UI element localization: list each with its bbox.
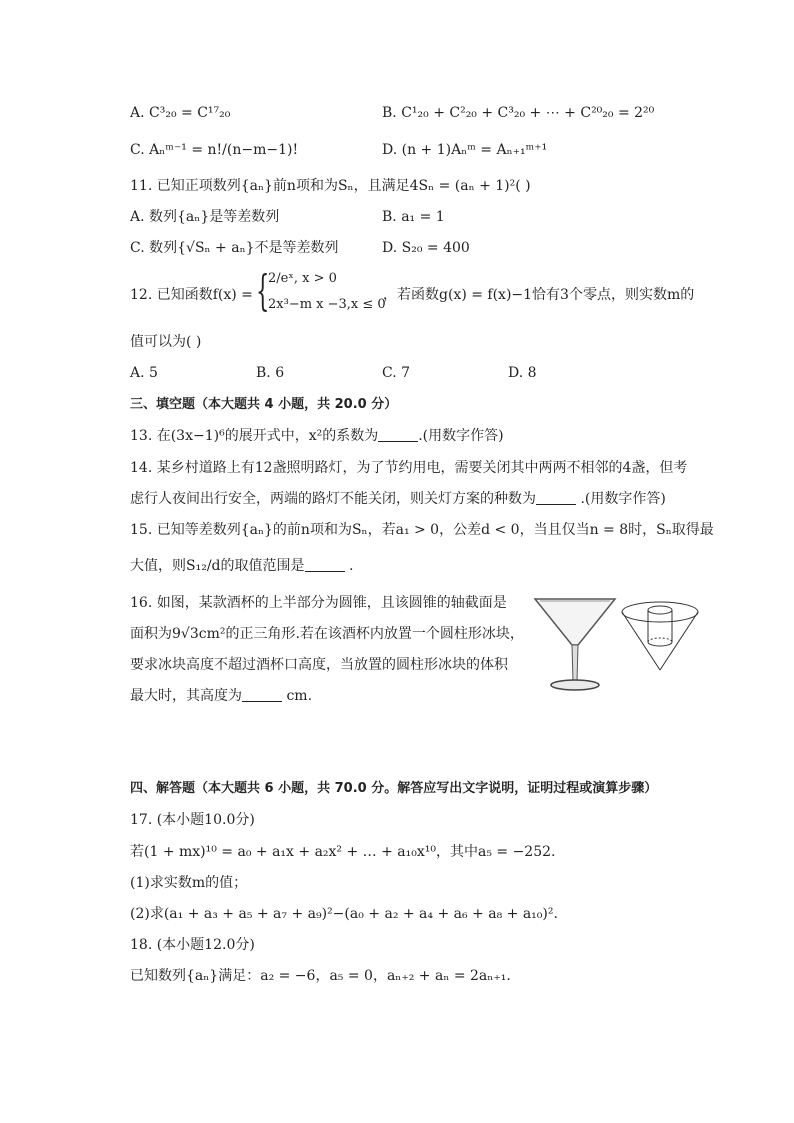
q16-text-1: 最大时，其高度为: [130, 688, 242, 704]
q12-stem-suffix: ，若函数g(x) = f(x)−1恰有3个零点，则实数m的: [383, 287, 695, 303]
q12-option-a: A. 5: [130, 365, 158, 381]
q10-option-d: D. (n + 1)Aₙᵐ = Aₙ₊₁ᵐ⁺¹: [382, 142, 548, 158]
q12-piece-1: 2/eˣ, x > 0: [268, 271, 337, 286]
q10-option-c: C. Aₙᵐ⁻¹ = n!/(n−m−1)!: [130, 142, 299, 158]
cone-cylinder-diagram: [620, 600, 700, 672]
q12-option-d: D. 8: [508, 365, 537, 381]
q12-option-c: C. 7: [382, 365, 411, 381]
q11-option-c: C. 数列{√Sₙ + aₙ}不是等差数列: [130, 240, 339, 256]
q10-option-a: A. C³₂₀ = C¹⁷₂₀: [130, 105, 231, 121]
q13-text-2: .(用数字作答): [418, 428, 504, 444]
q13: [130, 426, 504, 446]
q12-stem-prefix: 12. 已知函数f(x) =: [130, 287, 253, 303]
q13-text-1: 13. 在(3x−1)⁶的展开式中，x²的系数为: [130, 428, 379, 444]
q18-line-1: 已知数列{aₙ}满足：a₂ = −6，a₅ = 0，aₙ₊₂ + aₙ = 2aₙ₊₁.: [130, 968, 511, 984]
q13-answer-blank: [378, 427, 418, 442]
q12-piece-2: 2x³−m x −3,x ≤ 0: [268, 297, 386, 312]
q15-text-2: .: [344, 558, 354, 574]
q11-stem: 11. 已知正项数列{aₙ}前n项和为Sₙ，且满足4Sₙ = (aₙ + 1)²( ): [130, 178, 531, 194]
q14-answer-blank: [536, 490, 576, 505]
q10-option-b: B. C¹₂₀ + C²₂₀ + C³₂₀ + ⋯ + C²⁰₂₀ = 2²⁰: [382, 105, 655, 121]
q16-text-2: cm.: [282, 688, 313, 704]
q17-head: 17. (本小题10.0分): [130, 812, 255, 828]
q14-text-2: .(用数字作答): [576, 491, 666, 507]
q15-line-1: 15. 已知等差数列{aₙ}的前n项和为Sₙ，若a₁ > 0，公差d < 0，当且仅当n = 8时，Sₙ取得最: [130, 522, 714, 538]
q16-line-1: 16. 如图，某款酒杯的上半部分为圆锥，且该圆锥的轴截面是: [130, 595, 507, 611]
q18-head: 18. (本小题12.0分): [130, 937, 255, 953]
q17-line-3: (2)求(a₁ + a₃ + a₅ + a₇ + a₉)²−(a₀ + a₂ + a₄ + a₆ + a₈ + a₁₀)².: [130, 906, 558, 922]
q16-line-4: [130, 686, 312, 706]
q11-option-b: B. a₁ = 1: [382, 209, 445, 225]
q14-text-1: 虑行人夜间出行安全，两端的路灯不能关闭，则关灯方案的种数为: [130, 491, 536, 507]
section-3-heading: 三、填空题（本大题共 4 小题，共 20.0 分）: [130, 397, 398, 412]
q17-line-1: 若(1 + mx)¹⁰ = a₀ + a₁x + a₂x² + … + a₁₀x¹⁰，其中a₅ = −252.: [130, 844, 556, 860]
q12-brace: {: [256, 266, 270, 315]
section-4-heading: 四、解答题（本大题共 6 小题，共 70.0 分。解答应写出文字说明，证明过程或演算步骤）: [130, 781, 658, 796]
q12-option-b: B. 6: [256, 365, 285, 381]
q14-line-2: [130, 489, 666, 509]
q11-option-a: A. 数列{aₙ}是等差数列: [130, 209, 280, 225]
q14-line-1: 14. 某乡村道路上有12盏照明路灯，为了节约用电，需要关闭其中两两不相邻的4盏，但考: [130, 460, 688, 476]
q16-answer-blank: [242, 687, 282, 702]
q15-answer-blank: [305, 557, 345, 572]
q11-option-d: D. S₂₀ = 400: [382, 240, 470, 256]
q15-line-2: [130, 556, 353, 576]
q17-line-2: (1)求实数m的值；: [130, 875, 248, 891]
q16-line-2: 面积为9√3cm²的正三角形.若在该酒杯内放置一个圆柱形冰块，: [130, 626, 524, 642]
q16-line-3: 要求冰块高度不超过酒杯口高度，当放置的圆柱形冰块的体积: [130, 657, 508, 673]
q12-stem-line2: 值可以为( ): [130, 334, 202, 350]
q15-text-1: 大值，则S₁₂/d的取值范围是: [130, 558, 305, 574]
wine-glass-image: [530, 595, 620, 695]
